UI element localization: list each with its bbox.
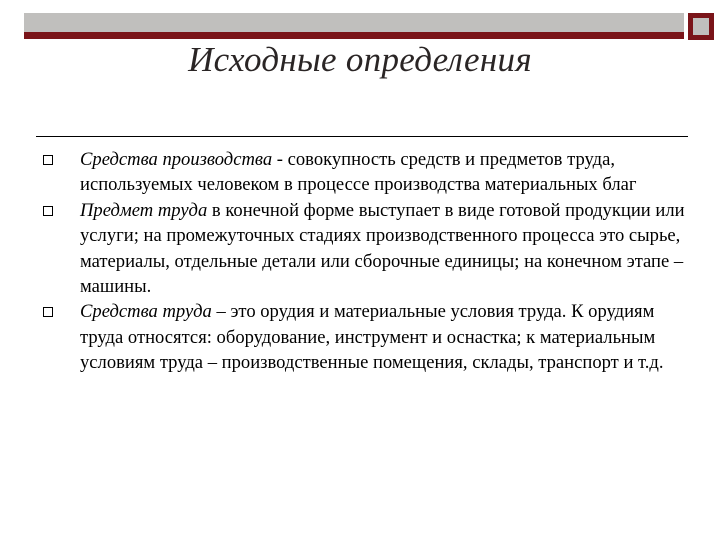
square-bullet-icon [43,206,53,216]
square-bullet-icon [43,307,53,317]
definitions-list [0,147,720,376]
list-item [0,299,720,375]
corner-square-icon [688,13,714,40]
definition-term: Средства производства [80,149,273,170]
definition-text: в конечной форме выступает в виде готовой продукции или услуги; на промежуточных стадиях производственного процесса это сырье, материалы, отдельные детали или сборочные единицы; на конечном этапе – машины. [80,199,685,298]
list-item [0,147,720,198]
definition-term: Предмет труда [80,199,208,221]
title-divider [36,136,688,137]
definition-text: – это орудия и материальные условия труда. К орудиям труда относятся: оборудование, инструмент и оснастка; к материальным условиям труда – производственные помещения, склады, транспорт и т.д. [80,301,664,374]
definition-term: Средства труда [80,301,212,323]
definition-text: - совокупность средств и предметов труда, используемых человеком в процессе производства материальных благ [80,149,637,196]
square-bullet-icon [43,155,53,165]
slide-title: Исходные определения [188,40,532,79]
corner-square-inner [693,18,709,35]
header-band [24,13,684,32]
list-item [0,198,720,300]
